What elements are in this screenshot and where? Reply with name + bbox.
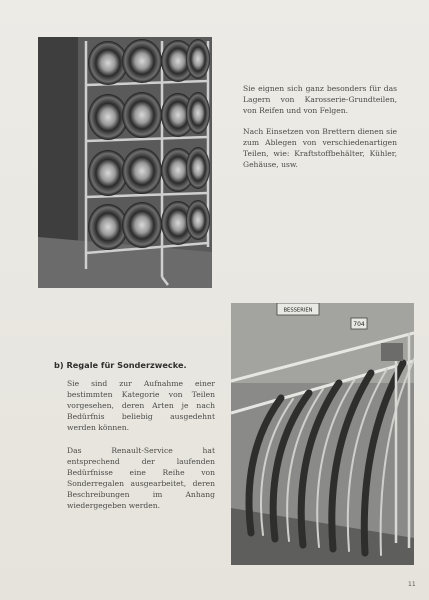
tire-rack-photo	[38, 37, 212, 288]
section-paragraph-2: Das Renault-Service hat entsprechend der laufenden Bedürfnisse eine Reihe von Sonderregalen ausgearbeitet, deren Beschreibungen im Anhang wiedergegeben werden.	[67, 446, 215, 510]
page-number: 11	[408, 581, 416, 588]
section-paragraph-1: Sie sind zur Aufnahme einer bestimmten Kategorie von Teilen vorgesehen, deren Arten je nach Bedürfnis beliebig ausgedehnt werden können.	[67, 379, 215, 432]
sign-besserien: BESSERIEN	[283, 307, 313, 314]
section-text	[67, 378, 215, 511]
special-rack-photo	[231, 303, 414, 565]
upper-paragraph-2: Nach Einsetzen von Brettern dienen sie zum Ablegen von verschiedenartigen Teilen, wie: Kraftstoffbehälter, Kühler, Gehäuse, usw.	[243, 127, 397, 169]
sign-number: 704	[353, 321, 365, 328]
upper-paragraph-1: Sie eignen sich ganz besonders für das Lagern von Karosserie-Grundteilen, von Reifen und von Felgen.	[243, 84, 397, 115]
upper-text	[243, 83, 397, 170]
section-heading: b) Regale für Sonderzwecke.	[54, 360, 187, 370]
